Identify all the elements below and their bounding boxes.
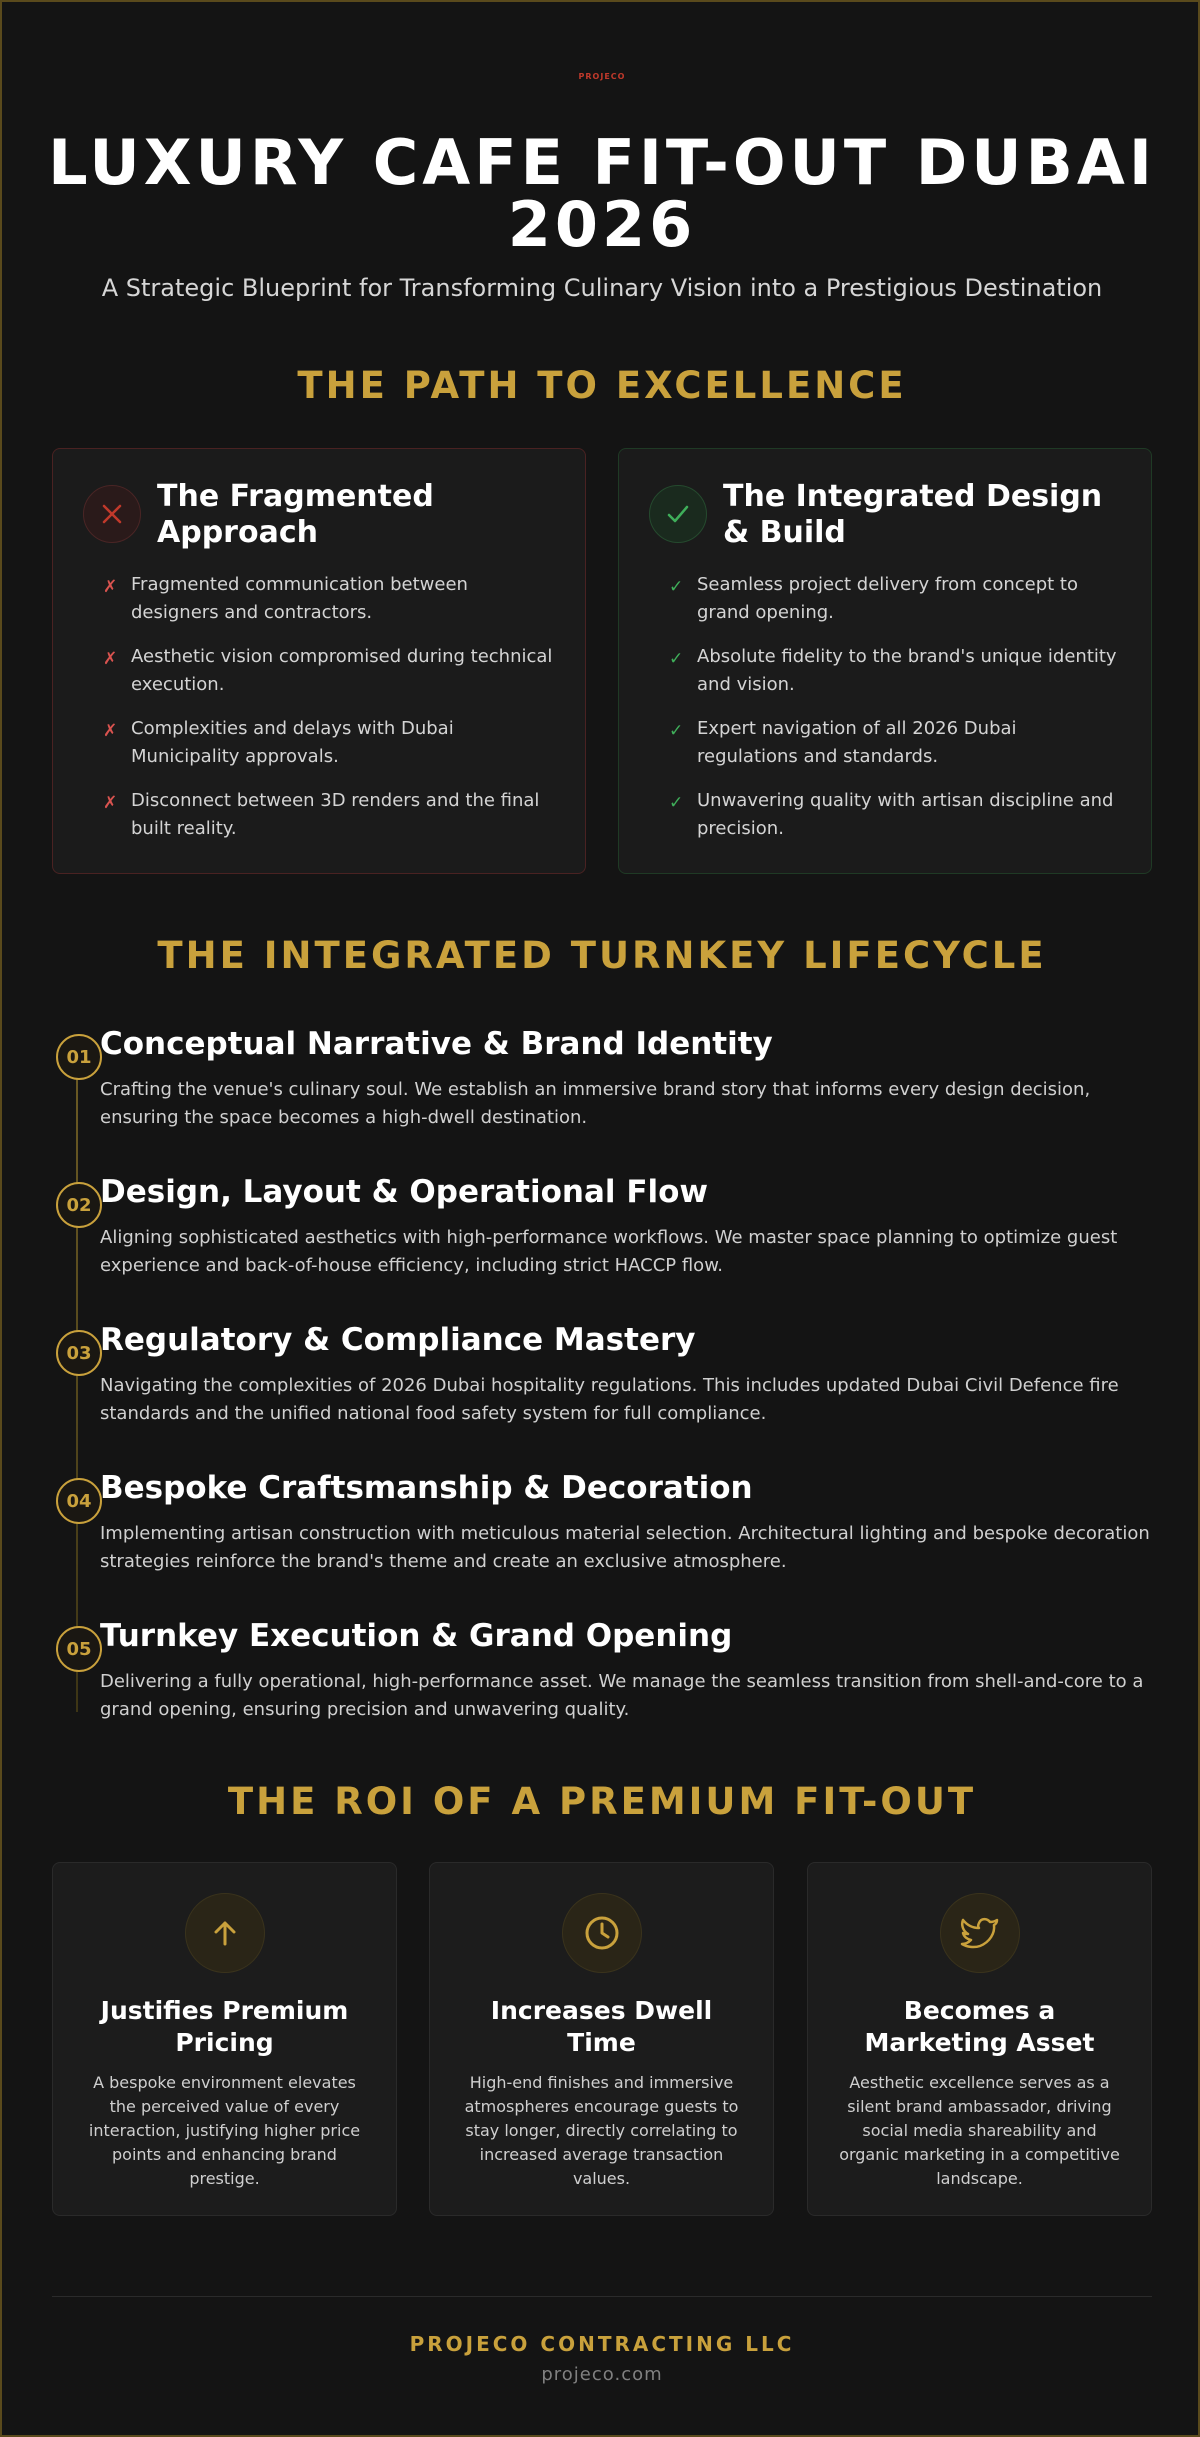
footer-divider — [52, 2296, 1152, 2297]
step-number-badge: 04 — [56, 1478, 102, 1524]
step-number-badge: 02 — [56, 1182, 102, 1228]
integrated-list — [649, 571, 1121, 843]
close-icon — [83, 485, 141, 543]
check-icon — [649, 485, 707, 543]
step-description: Aligning sophisticated aesthetics with high-performance workflows. We master space planning to optimize guest experience and back-of-house efficiency, including strict HACCP flow. — [100, 1227, 1118, 1276]
roi-card-pricing — [52, 1862, 397, 2216]
list-item: ✗ Disconnect between 3D renders and the final built reality. — [103, 787, 555, 843]
roi-card-title: Increases Dwell Time — [490, 1996, 713, 2057]
list-item: ✓ Absolute fidelity to the brand's unique identity and vision. — [669, 643, 1121, 699]
roi-card-dwell-time — [429, 1862, 774, 2216]
roi-card-description: A bespoke environment elevates the perceived value of every interaction, justifying higher price points and enhancing brand prestige. — [88, 2073, 361, 2188]
clock-icon — [562, 1893, 642, 1973]
step-description: Delivering a fully operational, high-performance asset. We manage the seamless transition from shell-and-core to a grand opening, ensuring precision and unwavering quality. — [100, 1671, 1144, 1720]
check-mark-icon: ✓ — [669, 721, 684, 741]
timeline-line — [76, 1062, 78, 1712]
footer-website-link[interactable]: projeco.com — [541, 2364, 663, 2385]
list-item: ✓ Expert navigation of all 2026 Dubai regulations and standards. — [669, 715, 1121, 771]
bird-icon — [940, 1893, 1020, 1973]
cross-mark-icon: ✗ — [103, 577, 118, 597]
step-number-badge: 03 — [56, 1330, 102, 1376]
integrated-approach-card — [618, 448, 1152, 874]
footer-company-name: PROJECO CONTRACTING LLC — [409, 2332, 795, 2356]
list-item: ✗ Fragmented communication between designers and contractors. — [103, 571, 555, 627]
roi-card-description: Aesthetic excellence serves as a silent brand ambassador, driving social media shareability and organic marketing in a competitive landscape. — [839, 2073, 1120, 2188]
integrated-card-title: The Integrated Design & Build — [723, 479, 1103, 550]
roi-card-description: High-end finishes and immersive atmospheres encourage guests to stay longer, directly correlating to increased average transaction values. — [464, 2073, 739, 2188]
list-item: ✓ Unwavering quality with artisan discipline and precision. — [669, 787, 1121, 843]
list-item: ✓ Seamless project delivery from concept to grand opening. — [669, 571, 1121, 627]
roi-card-marketing — [807, 1862, 1152, 2216]
fragmented-approach-card — [52, 448, 586, 874]
step-title: Regulatory & Compliance Mastery — [100, 1322, 696, 1358]
cross-mark-icon: ✗ — [103, 721, 118, 741]
check-mark-icon: ✓ — [669, 649, 684, 669]
step-title: Conceptual Narrative & Brand Identity — [100, 1026, 773, 1062]
page-subtitle: A Strategic Blueprint for Transforming Culinary Vision into a Prestigious Destination — [101, 274, 1103, 302]
cross-mark-icon: ✗ — [103, 649, 118, 669]
step-title: Design, Layout & Operational Flow — [100, 1174, 709, 1210]
check-mark-icon: ✓ — [669, 577, 684, 597]
step-description: Implementing artisan construction with meticulous material selection. Architectural lighting and bespoke decoration strategies reinforce the brand's theme and create an exclusive atmosphere. — [100, 1523, 1150, 1572]
brand-logo: PROJECO — [578, 72, 626, 81]
list-item: ✗ Complexities and delays with Dubai Municipality approvals. — [103, 715, 555, 771]
fragmented-list — [83, 571, 555, 843]
arrow-up-icon — [185, 1893, 265, 1973]
step-title: Bespoke Craftsmanship & Decoration — [100, 1470, 753, 1506]
step-description: Crafting the venue's culinary soul. We establish an immersive brand story that informs every design decision, ensuring the space becomes a high-dwell destination. — [100, 1079, 1091, 1128]
step-number-badge: 01 — [56, 1034, 102, 1080]
section-title-lifecycle: THE INTEGRATED TURNKEY LIFECYCLE — [157, 934, 1047, 977]
step-description: Navigating the complexities of 2026 Dubai hospitality regulations. This includes updated Dubai Civil Defence fire standards and the unified national food safety system for full compliance. — [100, 1375, 1119, 1424]
section-title-roi: THE ROI OF A PREMIUM FIT-OUT — [227, 1780, 977, 1823]
section-title-path: THE PATH TO EXCELLENCE — [297, 364, 907, 407]
cross-mark-icon: ✗ — [103, 793, 118, 813]
roi-card-title: Justifies Premium Pricing — [100, 1996, 349, 2057]
roi-card-title: Becomes a Marketing Asset — [864, 1996, 1095, 2057]
check-mark-icon: ✓ — [669, 793, 684, 813]
fragmented-card-title: The Fragmented Approach — [157, 479, 434, 550]
step-number-badge: 05 — [56, 1626, 102, 1672]
step-title: Turnkey Execution & Grand Opening — [100, 1618, 733, 1654]
list-item: ✗ Aesthetic vision compromised during technical execution. — [103, 643, 555, 699]
page-title: LUXURY CAFE FIT-OUT DUBAI 2026 — [48, 126, 1156, 261]
